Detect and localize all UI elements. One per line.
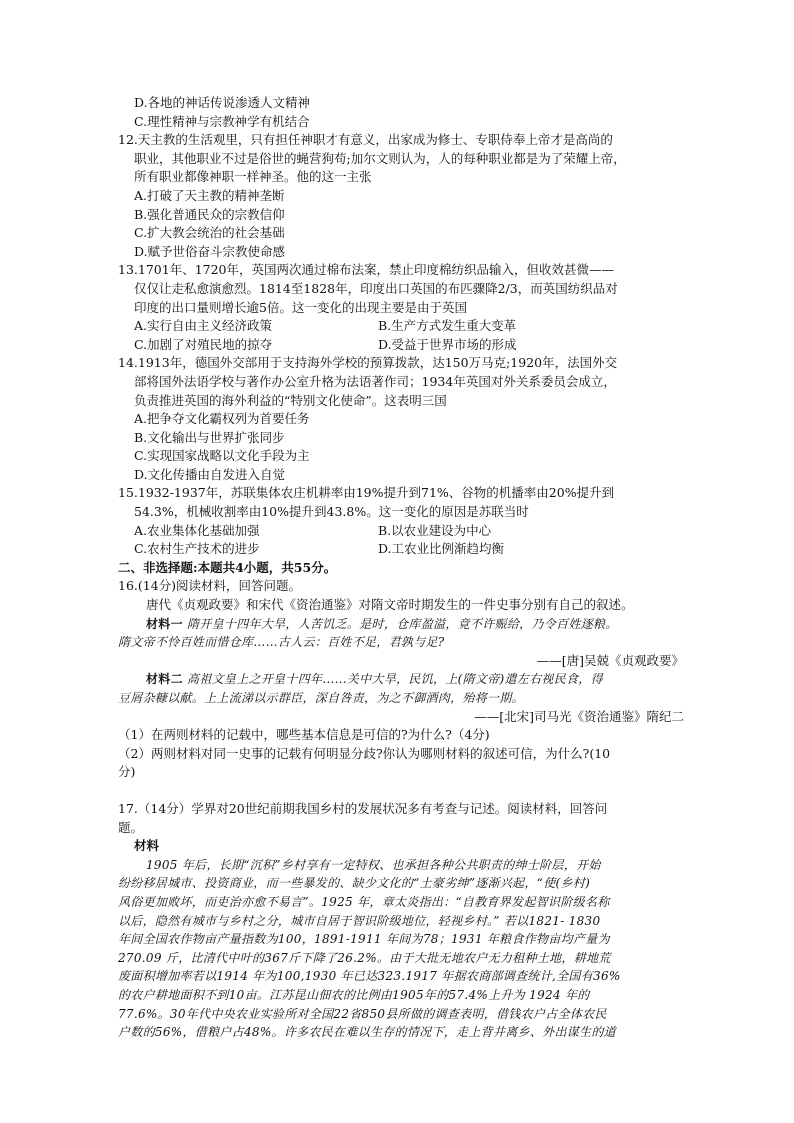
q17-material-line2: 纷纷移居城市、投资商业，而一些暴发的、缺少文化的“土豪劣绅”逐渐兴起，“使(乡村) xyxy=(118,876,591,891)
q13-option-a: A.实行自由主义经济政策 xyxy=(134,318,273,334)
q14-stem-line1: 14.1913年，德国外交部用于支持海外学校的预算拨款，达150万马克;1920年，法国外交 xyxy=(118,355,618,371)
q13-stem-line3: 印度的出口量则增长逾5倍。这一变化的出现主要是由于英国 xyxy=(134,299,467,315)
q15-option-a: A.农业集体化基础加强 xyxy=(134,522,260,538)
q17-material-line6: 270.09 斤，比清代中叶的367斤下降了26.2%。由于大批无地农户无力租种土地，耕地荒 xyxy=(118,950,611,965)
q14-option-d: D.文化传播由自发进入自觉 xyxy=(134,466,286,482)
q13-option-c: C.加剧了对殖民地的掠夺 xyxy=(134,336,273,352)
q13-options-row2 xyxy=(118,336,684,355)
q16-question1: （1）在两则材料的记载中，哪些基本信息是可信的?为什么?（4分) xyxy=(118,727,490,743)
q17-stem-line1: 17.（14分）学界对20世纪前期我国乡村的发展状况多有考查与记述。阅读材料，回答问 xyxy=(118,800,608,816)
q16-stem: 16.(14分)阅读材料，回答问题。 xyxy=(118,578,302,594)
q16-material2-source: ——[北宋]司马光《资治通鉴》隋纪二 xyxy=(474,708,684,724)
q12-stem-line3: 所有职业都像神职一样神圣。他的这一主张 xyxy=(134,169,372,185)
section2-heading: 二、非选择题:本题共4小题，共55分。 xyxy=(118,559,337,575)
q17-material-line4: 以后，隐然有城市与乡村之分，城市自居于智识阶级地位，轻视乡村。” 若以1821- 1830 xyxy=(118,913,601,928)
q15-option-b: B.以农业建设为中心 xyxy=(378,522,492,538)
q13-options-row1 xyxy=(118,317,684,336)
q14-option-c: C.实现国家战略以文化手段为主 xyxy=(134,448,310,464)
q16-material1-label: 材料一 xyxy=(146,616,183,631)
q15-options-row1 xyxy=(118,522,684,541)
q13-stem-line1: 13.1701年、1720年，英国两次通过棉布法案，禁止印度棉纺织品输入，但收效甚微—— xyxy=(118,262,615,278)
q16-intro: 唐代《贞观政要》和宋代《资治通鉴》对隋文帝时期发生的一件史事分别有自己的叙述。 xyxy=(146,597,634,613)
q14-option-b: B.文化输出与世界扩张同步 xyxy=(134,429,285,445)
q13-stem-line2: 仅仅让走私愈演愈烈。1814至1828年，印度出口英国的布匹骤降2/3，而英国纺织品对 xyxy=(134,280,618,296)
q12-stem-line2: 职业，其他职业不过是俗世的蝇营狗苟;加尔文则认为，人的每种职业都是为了荣耀上帝， xyxy=(134,150,626,166)
q12-option-c: C.扩大教会统治的社会基础 xyxy=(134,225,285,241)
q16-material2-label: 材料二 xyxy=(146,672,183,687)
q12-stem-line1: 12.天主教的生活观里，只有担任神职才有意义，出家成为修士、专职侍奉上帝才是高尚的 xyxy=(118,132,613,148)
q16-material2-text1: 高祖文皇上之开皇十四年……关中大旱，民饥，上(隋文帝)遣左右视民食，得 xyxy=(187,672,603,687)
q17-material-line1: 1905 年后，长期“沉积”乡村享有一定特权、也承担各种公共职责的绅士阶层，开始 xyxy=(146,857,601,872)
q16-material1-text1: 隋开皇十四年大旱，人苦饥乏。是时，仓库盈溢，竟不许赈给，乃令百姓逐粮。 xyxy=(187,616,618,631)
q12-option-d: D.赋予世俗奋斗宗教使命感 xyxy=(134,243,286,259)
q17-material-label: 材料 xyxy=(134,838,160,854)
q16-material2-line1 xyxy=(118,670,684,689)
q16-material1-line2: 隋文帝不怜百姓而惜仓库……古人云：百姓不足，君孰与足? xyxy=(118,635,445,650)
q16-material1-source: ——[唐]吴兢《贞观政要》 xyxy=(536,652,684,668)
q14-option-a: A.把争夺文化霸权列为首要任务 xyxy=(134,411,310,427)
q15-option-d: D.工农业比例渐趋均衡 xyxy=(378,541,505,557)
q15-stem-line2: 54.3%，机械收割率由10%提升到43.8%。这一变化的原因是苏联当时 xyxy=(134,504,529,520)
q15-options-row2 xyxy=(118,540,684,559)
q16-material1-line1 xyxy=(118,615,684,634)
document-page xyxy=(118,94,684,1042)
q14-stem-line3: 负责推进英国的海外利益的“特别文化使命”。这表明三国 xyxy=(134,392,447,408)
q13-option-b: B.生产方式发生重大变革 xyxy=(378,318,517,334)
q12-option-b: B.强化普通民众的宗教信仰 xyxy=(134,206,285,222)
q16-material2-line2: 豆屑杂糠以献。上上流涕以示群臣，深自咎责，为之不御酒肉，殆将一期。 xyxy=(118,691,524,705)
q17-material-line9: 77.6%。30年代中央农业实验所对全国22省850县所做的调查表明，借钱农户占全体农民 xyxy=(118,1006,607,1021)
q17-material-line5: 年间全国农作物亩产量指数为100，1891-1911 年间为78；1931 年粮食作物亩均产量为 xyxy=(118,932,610,947)
q17-material-line7: 废面积增加率若以1914 年为100,1930 年已达323.1917 年据农商部调查统计,全国有36% xyxy=(118,969,621,984)
q13-option-d: D.受益于世界市场的形成 xyxy=(378,336,517,352)
q11-option-d: D.各地的神话传说渗透人文精神 xyxy=(134,95,311,110)
q16-question2-line1: （2）两则材料对同一史事的记载有何明显分歧?你认为哪则材料的叙述可信，为什么?(10 xyxy=(118,745,611,761)
q16-question2-line2: 分) xyxy=(118,764,136,780)
q17-material-line8: 的农户耕地面积不到10亩。江苏昆山佃农的比例由1905年的57.4%上升为 1924 年的 xyxy=(118,987,590,1002)
q15-stem-line1: 15.1932-1937年，苏联集体农庄机耕率由19%提升到71%、谷物的机播率由20%提升到 xyxy=(118,485,615,501)
q15-option-c: C.农村生产技术的进步 xyxy=(134,541,260,557)
q11-option-c-next: C.理性精神与宗教神学有机结合 xyxy=(134,113,310,129)
spacer xyxy=(118,782,684,800)
q14-stem-line2: 部将国外法语学校与著作办公室升格为法语著作司；1934年英国对外关系委员会成立， xyxy=(134,373,616,389)
q12-option-a: A.打破了天主教的精神垄断 xyxy=(134,187,285,203)
q17-material-line3: 风俗更加败坏，而吏治亦愈不易言”。1925 年，章太炎指出：“自教育界发起智识阶级名称 xyxy=(118,894,610,909)
q17-material-line10: 户数的56%，借粮户占48%。许多农民在难以生存的情况下，走上背井离乡、外出谋生的道 xyxy=(118,1025,616,1040)
q17-stem-line2: 题。 xyxy=(118,819,144,835)
